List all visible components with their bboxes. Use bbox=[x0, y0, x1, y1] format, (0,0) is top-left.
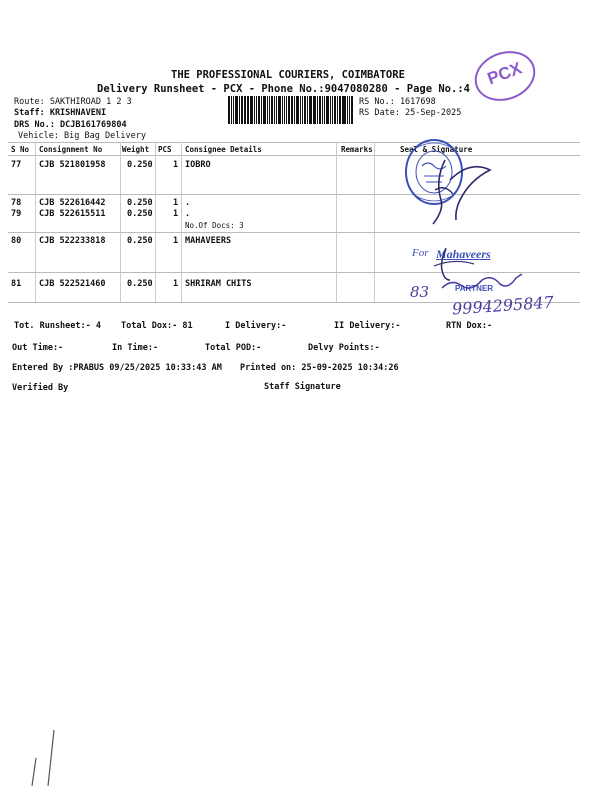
row-weight: 0.250 bbox=[127, 198, 153, 208]
barcode-bar bbox=[256, 96, 257, 124]
row-weight: 0.250 bbox=[127, 279, 153, 289]
barcode-bar bbox=[247, 96, 249, 124]
barcode-bar bbox=[261, 96, 262, 124]
i-delivery: I Delivery:- bbox=[225, 321, 287, 331]
drs-number: DRS No.: DCJB161769804 bbox=[14, 120, 127, 130]
ii-delivery: II Delivery:- bbox=[334, 321, 401, 331]
row-consignee: . bbox=[185, 209, 191, 219]
col-header-pcs: PCS bbox=[158, 145, 172, 154]
pen-mark bbox=[28, 728, 58, 788]
barcode-bar bbox=[254, 96, 255, 124]
total-pod: Total POD:- bbox=[205, 343, 262, 353]
entered-by: Entered By :PRABUS 09/25/2025 10:33:43 AM bbox=[12, 363, 222, 373]
drs-barcode bbox=[228, 96, 354, 124]
row-weight: 0.250 bbox=[127, 209, 153, 219]
barcode-bar bbox=[309, 96, 310, 124]
tot-runsheet: Tot. Runsheet:- 4 bbox=[14, 321, 101, 331]
barcode-bar bbox=[241, 96, 243, 124]
col-sep bbox=[181, 142, 182, 302]
barcode-bar bbox=[250, 96, 253, 124]
route-info: Route: SAKTHIROAD 1 2 3 bbox=[14, 97, 132, 107]
row-consignee: MAHAVEERS bbox=[185, 236, 232, 246]
row-consignment: CJB 522615511 bbox=[39, 209, 106, 219]
barcode-bar bbox=[231, 96, 232, 124]
barcode-bar bbox=[278, 96, 281, 124]
barcode-bar bbox=[296, 96, 299, 124]
partner-stamp-text: PARTNER bbox=[455, 284, 494, 293]
barcode-bar bbox=[322, 96, 323, 124]
col-header-sno: S No bbox=[11, 145, 30, 154]
col-header-remarks: Remarks bbox=[341, 145, 373, 154]
rs-number: RS No.: 1617698 bbox=[359, 97, 436, 107]
row-sno: 80 bbox=[11, 236, 22, 246]
staff-info: Staff: KRISHNAVENI bbox=[14, 108, 107, 118]
barcode-bar bbox=[300, 96, 301, 124]
barcode-bar bbox=[343, 96, 346, 124]
handwritten-phone: 9994295847 bbox=[451, 292, 555, 319]
col-sep bbox=[374, 142, 375, 302]
in-time: In Time:- bbox=[112, 343, 159, 353]
row-weight: 0.250 bbox=[127, 236, 153, 246]
mahaveers-stamp-text: Mahaveers bbox=[436, 247, 491, 261]
row-consignment: CJB 521801958 bbox=[39, 160, 106, 170]
row-pcs: 1 bbox=[173, 209, 179, 219]
barcode-bar bbox=[310, 96, 312, 124]
total-dox: Total Dox:- 81 bbox=[121, 321, 193, 331]
partner-signature bbox=[440, 272, 530, 294]
barcode-bar bbox=[334, 96, 336, 124]
barcode-bar bbox=[337, 96, 338, 124]
barcode-bar bbox=[235, 96, 238, 124]
signature-scribble bbox=[405, 150, 495, 230]
barcode-bar bbox=[282, 96, 283, 124]
vehicle-info: Vehicle: Big Bag Delivery bbox=[18, 131, 146, 141]
col-header-weight: Weight bbox=[122, 145, 150, 154]
col-sep bbox=[35, 142, 36, 302]
row-consignee: . bbox=[185, 198, 191, 208]
row-pcs: 1 bbox=[173, 198, 179, 208]
row-sno: 77 bbox=[11, 160, 22, 170]
barcode-bar bbox=[258, 96, 260, 124]
barcode-bar bbox=[339, 96, 341, 124]
row-consignee: IOBRO bbox=[185, 160, 211, 170]
barcode-bar bbox=[319, 96, 321, 124]
barcode-bar bbox=[288, 96, 290, 124]
barcode-bar bbox=[267, 96, 268, 124]
row-sno: 79 bbox=[11, 209, 22, 219]
row-sno: 78 bbox=[11, 198, 22, 208]
barcode-bar bbox=[317, 96, 318, 124]
barcode-bar bbox=[342, 96, 343, 124]
barcode-bar bbox=[276, 96, 278, 124]
row-consignment: CJB 522521460 bbox=[39, 279, 106, 289]
barcode-bar bbox=[302, 96, 303, 124]
rs-date: RS Date: 25-Sep-2025 bbox=[359, 108, 462, 118]
barcode-bar bbox=[269, 96, 270, 124]
barcode-bar bbox=[313, 96, 316, 124]
barcode-bar bbox=[326, 96, 329, 124]
barcode-bar bbox=[347, 96, 348, 124]
pcx-stamp bbox=[468, 43, 543, 109]
col-sep bbox=[120, 142, 121, 302]
barcode-bar bbox=[271, 96, 273, 124]
runsheet-subtitle: Delivery Runsheet - PCX - Phone No.:9047080280 - Page No.:4 bbox=[97, 83, 470, 95]
barcode-bar bbox=[239, 96, 240, 124]
row-weight: 0.250 bbox=[127, 160, 153, 170]
row-pcs: 1 bbox=[173, 160, 179, 170]
barcode-bar bbox=[233, 96, 234, 124]
table-top-rule bbox=[8, 142, 580, 143]
barcode-bar bbox=[349, 96, 350, 124]
barcode-bar bbox=[330, 96, 331, 124]
barcode-bar bbox=[263, 96, 266, 124]
barcode-bar bbox=[274, 96, 275, 124]
delvy-points: Delvy Points:- bbox=[308, 343, 380, 353]
col-header-seal: Seal & Signature bbox=[400, 145, 473, 154]
row-sno: 81 bbox=[11, 279, 22, 289]
printed-on: Printed on: 25-09-2025 10:34:26 bbox=[240, 363, 399, 373]
row-pcs: 1 bbox=[173, 279, 179, 289]
barcode-bar bbox=[304, 96, 306, 124]
verified-by: Verified By bbox=[12, 383, 69, 393]
barcode-bar bbox=[324, 96, 325, 124]
barcode-bar bbox=[286, 96, 287, 124]
company-title: THE PROFESSIONAL COURIERS, COIMBATORE bbox=[171, 69, 405, 81]
row-consignment: CJB 522233818 bbox=[39, 236, 106, 246]
for-label: For bbox=[412, 247, 429, 259]
barcode-bar bbox=[284, 96, 285, 124]
col-header-consignee: Consignee Details bbox=[185, 145, 262, 154]
row-consignment: CJB 522616442 bbox=[39, 198, 106, 208]
row-consignee: SHRIRAM CHITS bbox=[185, 279, 252, 289]
col-sep bbox=[155, 142, 156, 302]
row-pcs: 1 bbox=[173, 236, 179, 246]
barcode-bar bbox=[294, 96, 295, 124]
barcode-bar bbox=[228, 96, 230, 124]
barcode-bar bbox=[291, 96, 293, 124]
barcode-bar bbox=[332, 96, 333, 124]
barcode-bar bbox=[307, 96, 308, 124]
out-time: Out Time:- bbox=[12, 343, 64, 353]
barcode-bar bbox=[244, 96, 245, 124]
row-doc-count: No.Of Docs: 3 bbox=[185, 221, 244, 230]
col-header-consignment: Consignment No bbox=[39, 145, 103, 154]
barcode-bar bbox=[245, 96, 246, 124]
barcode-bar bbox=[351, 96, 353, 124]
rtn-dox: RTN Dox:- bbox=[446, 321, 493, 331]
staff-signature-label: Staff Signature bbox=[264, 382, 341, 392]
pcx-stamp-text: PCX bbox=[484, 58, 525, 89]
handwritten-number: 83 bbox=[410, 283, 430, 301]
row-rule bbox=[8, 232, 580, 233]
col-sep bbox=[336, 142, 337, 302]
